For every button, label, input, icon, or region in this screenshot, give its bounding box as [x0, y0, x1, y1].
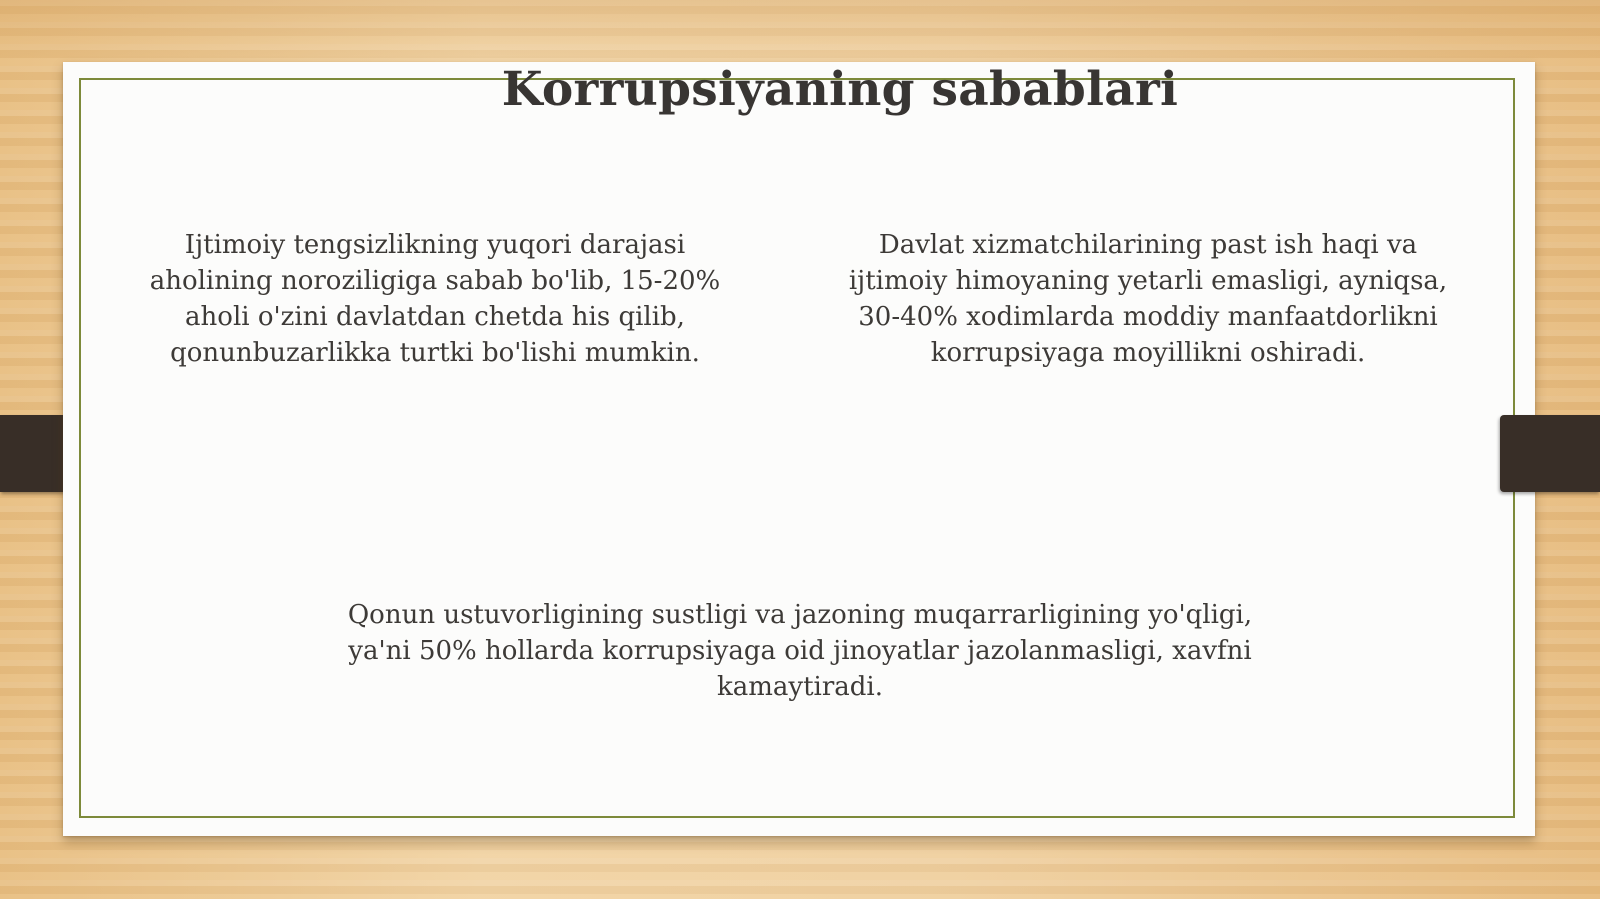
text-line: aholi o'zini davlatdan chetda his qilib,	[185, 302, 685, 332]
wood-background-shade	[0, 0, 1600, 60]
text-line: Davlat xizmatchilarining past ish haqi va	[878, 230, 1418, 260]
text-line: qonunbuzarlikka turtki bo'lishi mumkin.	[170, 338, 700, 368]
slide-title: Korrupsiyaning sabablari	[501, 62, 1179, 117]
slide-frame-border	[79, 78, 1515, 818]
binder-clip-right	[1500, 415, 1600, 492]
text-line: Qonun ustuvorligining sustligi va jazoning muqarrarligining yo'qligi,	[347, 600, 1253, 630]
text-line: kamaytiradi.	[716, 672, 884, 702]
cause-weak-rule-of-law	[290, 597, 1310, 705]
text-line: ya'ni 50% hollarda korrupsiyaga oid jinoyatlar jazolanmasligi, xavfni	[348, 636, 1252, 666]
text-line: korrupsiyaga moyillikni oshiradi.	[930, 338, 1366, 368]
cause-low-salaries	[808, 227, 1488, 371]
text-line: 30-40% xodimlarda moddiy manfaatdorlikni	[858, 302, 1438, 332]
text-line: aholining noroziligiga sabab bo'lib, 15-20%	[149, 266, 721, 296]
slide-card	[63, 62, 1535, 836]
text-line: ijtimoiy himoyaning yetarli emasligi, ayniqsa,	[848, 266, 1448, 296]
cause-social-inequality	[115, 227, 755, 371]
text-line: Ijtimoiy tengsizlikning yuqori darajasi	[184, 230, 686, 260]
